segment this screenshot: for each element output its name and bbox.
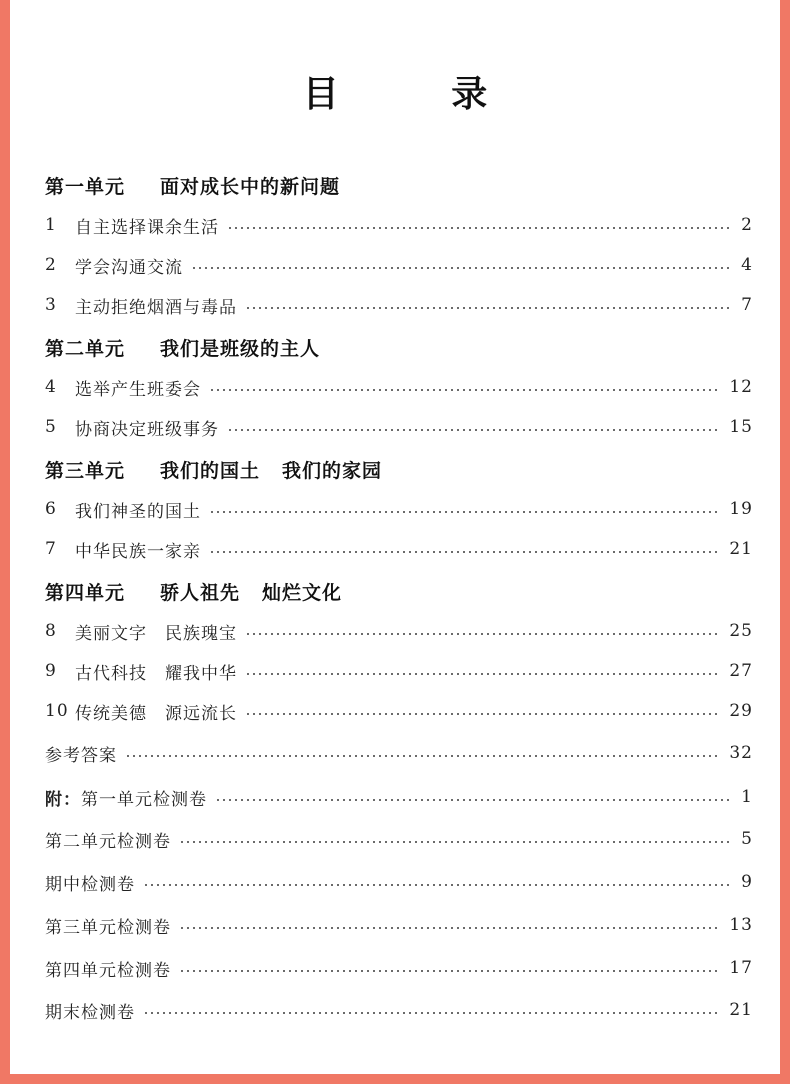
entry-title: 第四单元检测卷 [45, 960, 171, 981]
page [10, 0, 780, 1074]
lesson-number: 7 [45, 539, 57, 559]
dot-leader [209, 551, 721, 553]
unit-title: 我们的家园 [282, 459, 383, 482]
dot-leader [245, 673, 721, 675]
unit-title: 我们的国土 [160, 459, 261, 482]
dot-leader [125, 755, 721, 757]
toc-entry-appendix[interactable] [45, 784, 753, 810]
lesson-title: 民族瑰宝 [165, 623, 237, 644]
page-number: 19 [729, 499, 753, 519]
entry-title: 第三单元检测卷 [45, 917, 171, 938]
page-number: 21 [729, 1000, 753, 1020]
unit-number: 第四单元 [45, 581, 126, 604]
dot-leader [179, 927, 721, 929]
lesson-title: 主动拒绝烟酒与毒品 [75, 297, 237, 318]
toc-entry[interactable] [45, 536, 753, 562]
lesson-title: 学会沟通交流 [75, 257, 183, 278]
lesson-title: 传统美德 [75, 703, 147, 724]
entry-title: 期末检测卷 [45, 1002, 135, 1023]
dot-leader [227, 429, 721, 431]
dot-leader [227, 227, 733, 229]
page-number: 32 [729, 743, 753, 763]
page-number: 9 [741, 872, 753, 892]
dot-leader [209, 511, 721, 513]
page-number: 27 [729, 661, 753, 681]
toc-entry-answers[interactable] [45, 740, 753, 766]
toc-entry-appendix[interactable] [45, 869, 753, 895]
toc-entry[interactable] [45, 292, 753, 318]
page-number: 2 [741, 215, 753, 235]
toc-entry[interactable] [45, 414, 753, 440]
lesson-title: 古代科技 [75, 663, 147, 684]
entry-title: 期中检测卷 [45, 874, 135, 895]
toc-entry[interactable] [45, 374, 753, 400]
entry-title: 第二单元检测卷 [45, 831, 171, 852]
page-number: 25 [729, 621, 753, 641]
lesson-title: 中华民族一家亲 [75, 541, 201, 562]
appendix-prefix: 附： [45, 789, 81, 810]
unit-heading [45, 172, 753, 198]
unit-number: 第三单元 [45, 459, 126, 482]
lesson-number: 5 [45, 417, 57, 437]
page-number: 13 [729, 915, 753, 935]
unit-title: 我们是班级的主人 [160, 337, 321, 360]
unit-number: 第一单元 [45, 175, 126, 198]
unit-title: 骄人祖先 [160, 581, 241, 604]
page-number: 1 [741, 787, 753, 807]
dot-leader [245, 633, 721, 635]
page-number: 12 [729, 377, 753, 397]
entry-title: 参考答案 [45, 745, 117, 766]
unit-number: 第二单元 [45, 337, 126, 360]
dot-leader [245, 307, 733, 309]
page-number: 15 [729, 417, 753, 437]
lesson-title: 自主选择课余生活 [75, 217, 219, 238]
page-number: 17 [729, 958, 753, 978]
lesson-number: 3 [45, 295, 57, 315]
unit-heading [45, 578, 753, 604]
lesson-number: 9 [45, 661, 57, 681]
entry-title: 第一单元检测卷 [81, 789, 207, 810]
unit-heading [45, 334, 753, 360]
toc-entry[interactable] [45, 618, 753, 644]
toc-entry-appendix[interactable] [45, 912, 753, 938]
toc-entry-appendix[interactable] [45, 997, 753, 1023]
page-number: 5 [741, 829, 753, 849]
dot-leader [245, 713, 721, 715]
dot-leader [215, 799, 733, 801]
lesson-title: 耀我中华 [165, 663, 237, 684]
toc-entry[interactable] [45, 212, 753, 238]
lesson-number: 2 [45, 255, 57, 275]
lesson-number: 10 [45, 701, 69, 721]
page-number: 21 [729, 539, 753, 559]
dot-leader [143, 884, 733, 886]
toc-entry-appendix[interactable] [45, 955, 753, 981]
dot-leader [191, 267, 733, 269]
unit-title: 灿烂文化 [262, 581, 343, 604]
dot-leader [209, 389, 721, 391]
page-number: 7 [741, 295, 753, 315]
page-title: 目 录 [302, 74, 538, 115]
unit-title: 面对成长中的新问题 [160, 175, 341, 198]
lesson-title: 协商决定班级事务 [75, 419, 219, 440]
unit-heading [45, 456, 753, 482]
toc-entry[interactable] [45, 252, 753, 278]
lesson-title: 我们神圣的国土 [75, 501, 201, 522]
lesson-number: 4 [45, 377, 57, 397]
dot-leader [179, 970, 721, 972]
dot-leader [179, 841, 733, 843]
toc-entry[interactable] [45, 658, 753, 684]
toc-entry[interactable] [45, 698, 753, 724]
page-number: 4 [741, 255, 753, 275]
lesson-title: 美丽文字 [75, 623, 147, 644]
toc-entry-appendix[interactable] [45, 826, 753, 852]
lesson-title: 选举产生班委会 [75, 379, 201, 400]
dot-leader [143, 1012, 721, 1014]
page-number: 29 [729, 701, 753, 721]
lesson-number: 6 [45, 499, 57, 519]
lesson-number: 1 [45, 215, 57, 235]
lesson-number: 8 [45, 621, 57, 641]
lesson-title: 源远流长 [165, 703, 237, 724]
toc-entry[interactable] [45, 496, 753, 522]
